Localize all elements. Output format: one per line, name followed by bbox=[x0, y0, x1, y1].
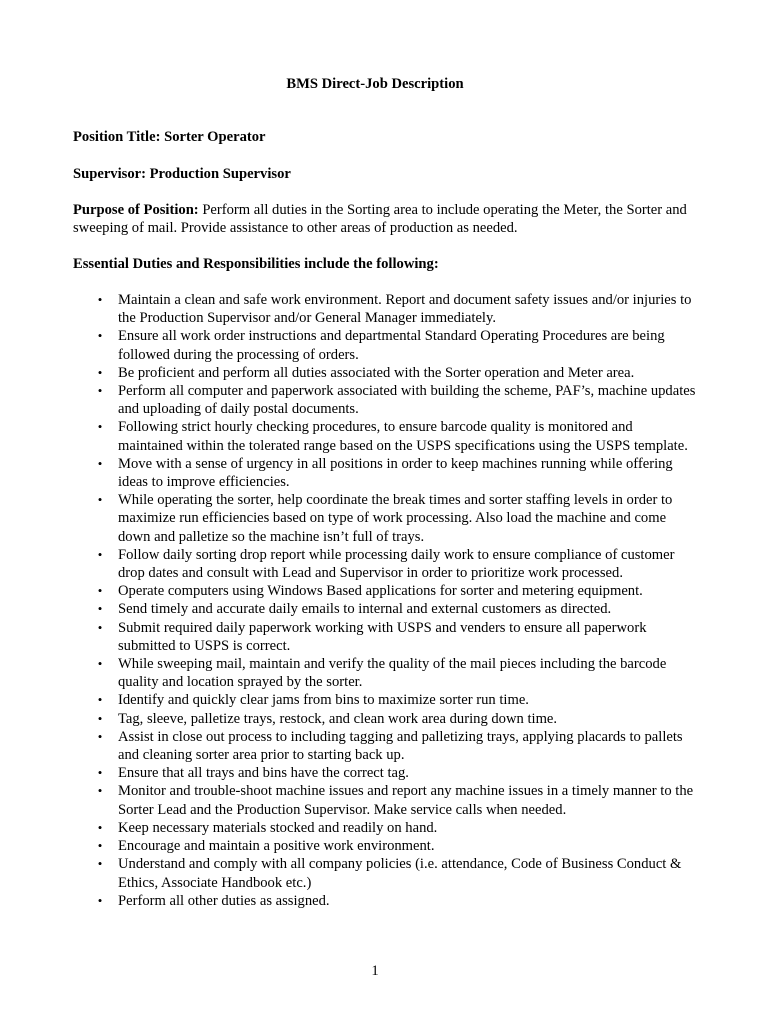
purpose-text: Perform all duties in the Sorting area to include operating the Meter, the Sorter and sweeping of mail. Provide assistance to other areas of production as needed. bbox=[73, 202, 687, 237]
duty-text: Perform all computer and paperwork associated with building the scheme, PAF’s, machine updates and uploading of daily postal documents. bbox=[118, 383, 696, 418]
duty-item bbox=[0, 691, 700, 709]
bullet-icon: • bbox=[97, 601, 103, 617]
duty-text: Be proficient and perform all duties associated with the Sorter operation and Meter area. bbox=[118, 364, 635, 381]
bullet-icon: • bbox=[97, 383, 103, 399]
bullet-icon: • bbox=[97, 892, 103, 908]
bullet-icon: • bbox=[97, 765, 103, 781]
duty-item bbox=[0, 837, 700, 855]
bullet-icon: • bbox=[97, 328, 103, 344]
bullet-icon: • bbox=[97, 838, 103, 854]
bullet-icon: • bbox=[97, 819, 103, 835]
duty-text: Keep necessary materials stocked and readily on hand. bbox=[118, 819, 438, 836]
duties-list bbox=[0, 291, 700, 910]
duty-item bbox=[0, 728, 700, 764]
duty-text: Perform all other duties as assigned. bbox=[118, 892, 330, 909]
duty-text: Follow daily sorting drop report while processing daily work to ensure compliance of customer drop dates and consult with Lead and Supervisor in order to prioritize work processed. bbox=[118, 546, 675, 582]
bullet-icon: • bbox=[97, 728, 103, 744]
bullet-icon: • bbox=[97, 783, 103, 799]
bullet-icon: • bbox=[97, 710, 103, 726]
duty-text: Assist in close out process to including tagging and palletizing trays, applying placards to pallets and cleaning sorter area prior to starting back up. bbox=[118, 728, 683, 764]
supervisor-line: Supervisor: Production Supervisor bbox=[73, 166, 291, 182]
bullet-icon: • bbox=[97, 619, 103, 635]
bullet-icon: • bbox=[97, 546, 103, 562]
duty-text: Submit required daily paperwork working with USPS and venders to ensure all paperwork submitted to USPS is correct. bbox=[118, 619, 647, 654]
duty-item bbox=[0, 382, 700, 418]
duty-text: Encourage and maintain a positive work environment. bbox=[118, 838, 435, 855]
duty-item bbox=[0, 892, 700, 910]
duty-text: Identify and quickly clear jams from bins to maximize sorter run time. bbox=[118, 692, 529, 709]
essential-duties-heading: Essential Duties and Responsibilities include the following: bbox=[73, 256, 439, 272]
duty-item bbox=[0, 418, 700, 454]
bullet-icon: • bbox=[97, 292, 103, 307]
duty-text: Tag, sleeve, palletize trays, restock, and clean work area during down time. bbox=[118, 710, 558, 727]
duty-item bbox=[0, 600, 700, 618]
duty-item bbox=[0, 619, 700, 655]
duty-text: Ensure all work order instructions and departmental Standard Operating Procedures are being followed during the processing of orders. bbox=[118, 328, 665, 363]
bullet-icon: • bbox=[97, 656, 103, 672]
bullet-icon: • bbox=[97, 492, 103, 508]
purpose-label: Purpose of Position: bbox=[73, 202, 199, 218]
duty-text: Ensure that all trays and bins have the correct tag. bbox=[118, 765, 409, 782]
duty-item bbox=[0, 364, 700, 382]
duty-item bbox=[0, 291, 700, 327]
duty-text: Operate computers using Windows Based applications for sorter and metering equipment. bbox=[118, 583, 643, 600]
purpose-paragraph bbox=[73, 201, 693, 237]
duty-item bbox=[0, 455, 700, 491]
bullet-icon: • bbox=[97, 692, 103, 708]
duty-item bbox=[0, 819, 700, 837]
duty-item bbox=[0, 710, 700, 728]
duty-text: While operating the sorter, help coordinate the break times and sorter staffing levels in order to maximize run efficiencies based on type of work processing. Also load the machine and come down and palletize so the machine isn’t full of trays. bbox=[118, 492, 673, 545]
duty-text: Maintain a clean and safe work environment. Report and document safety issues and/or injuries to the Production Supervisor and/or General Manager immediately. bbox=[118, 292, 692, 327]
duty-item bbox=[0, 855, 700, 891]
duty-item bbox=[0, 491, 700, 546]
page-number: 1 bbox=[371, 963, 379, 979]
duty-item bbox=[0, 782, 700, 818]
bullet-icon: • bbox=[97, 364, 103, 380]
duty-item bbox=[0, 546, 700, 582]
duty-text: Monitor and trouble-shoot machine issues and report any machine issues in a timely manner to the Sorter Lead and the Production Supervisor. Make service calls when needed. bbox=[118, 783, 694, 818]
duty-item bbox=[0, 582, 700, 600]
duty-text: Following strict hourly checking procedures, to ensure barcode quality is monitored and maintained within the tolerated range based on the USPS specifications using the USPS template. bbox=[118, 419, 688, 454]
duty-text: Send timely and accurate daily emails to internal and external customers as directed. bbox=[118, 601, 612, 618]
duty-item bbox=[0, 655, 700, 691]
duty-text: While sweeping mail, maintain and verify the quality of the mail pieces including the barcode quality and location sprayed by the sorter. bbox=[118, 656, 667, 691]
document-title: BMS Direct-Job Description bbox=[286, 76, 464, 92]
duty-text: Understand and comply with all company policies (i.e. attendance, Code of Business Conduct & Ethics, Associate Handbook etc.) bbox=[118, 856, 682, 891]
duty-item bbox=[0, 327, 700, 363]
bullet-icon: • bbox=[97, 455, 103, 471]
bullet-icon: • bbox=[97, 856, 103, 872]
duty-text: Move with a sense of urgency in all positions in order to keep machines running while offering ideas to improve efficiencies. bbox=[118, 455, 673, 491]
duty-item bbox=[0, 764, 700, 782]
bullet-icon: • bbox=[97, 583, 103, 599]
bullet-icon: • bbox=[97, 419, 103, 435]
position-title: Position Title: Sorter Operator bbox=[73, 129, 266, 145]
